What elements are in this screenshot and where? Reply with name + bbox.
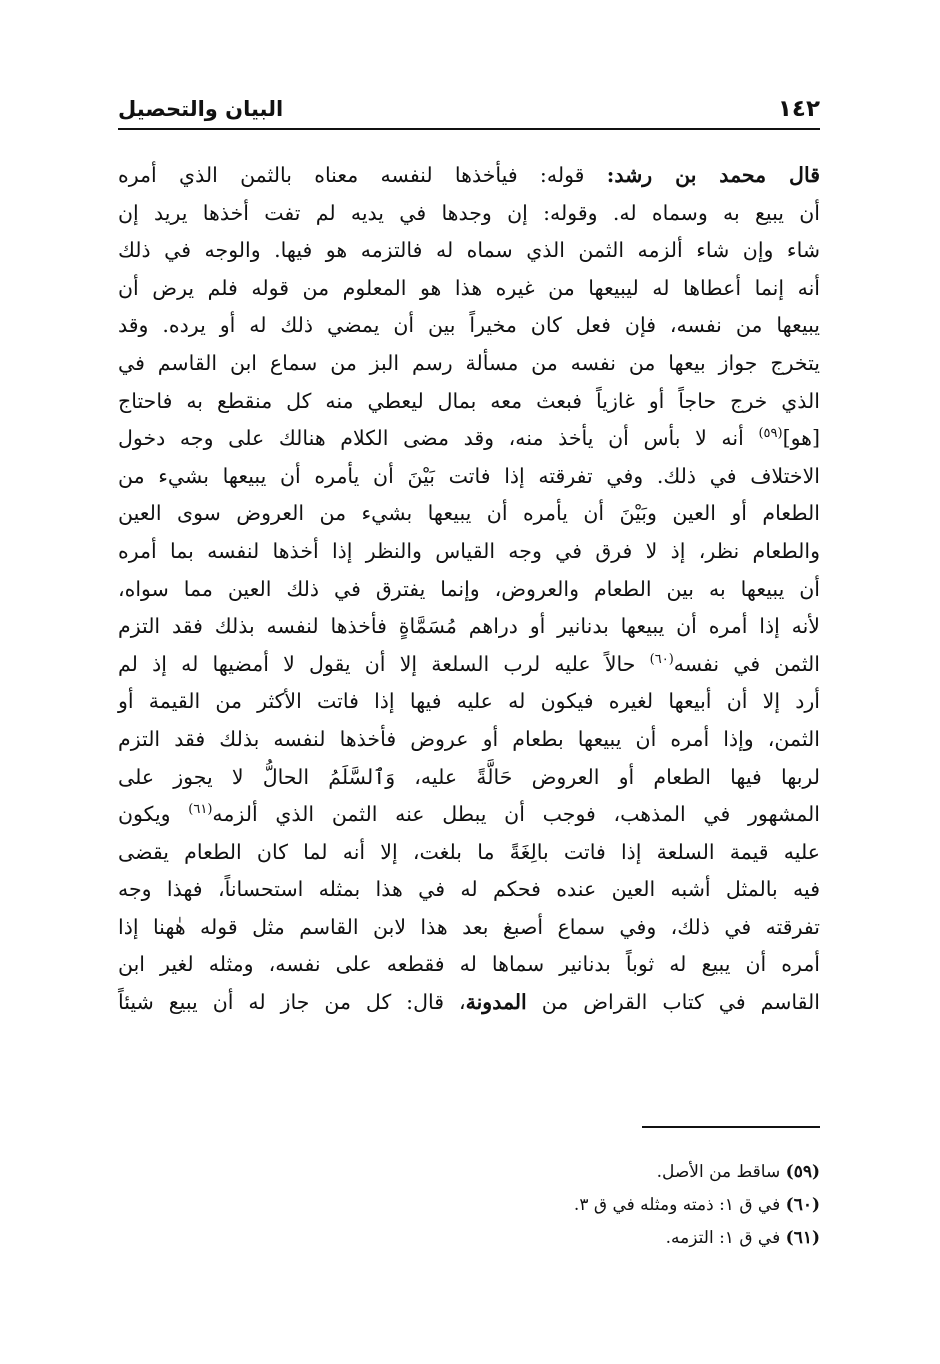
text-line: القاسم في كتاب القراض من المدونة، قال: كل من جاز له أن يبيع شيئاً xyxy=(118,990,820,1015)
book-title: البيان والتحصيل xyxy=(118,97,284,121)
text-line: أن يبيعها به بين الطعام والعروض، وإنما يفترق في ذلك العين مما سواه، xyxy=(118,576,820,601)
text-line: الطعام أو العين وبَيْنَ أن يأمره أن يبيعها بشيء من العروض سوى العين xyxy=(118,501,820,526)
running-head xyxy=(118,92,820,126)
footnote xyxy=(118,1189,820,1222)
text-line: شاء وإن شاء ألزمه الثمن الذي سماه له فالتزمه هو فيها. والوجه في ذلك xyxy=(118,238,820,263)
header-rule xyxy=(118,128,820,130)
cited-book-title: المدونة xyxy=(465,990,527,1015)
footnote-number: (٥٩) xyxy=(785,1162,820,1182)
footnote-number: (٦١) xyxy=(785,1228,820,1248)
text-line: أن يبيع به وسماه له. وقوله: إن وجدها في يديه لم تفت أخذها يريد إن xyxy=(118,200,820,225)
author-attribution: قال محمد بن رشد: xyxy=(606,163,820,187)
text-line: الثمن، وإذا أمره أن يبيعها بطعام أو عروض فأخذها لنفسه بذلك فقد التزم xyxy=(118,726,820,751)
footnote xyxy=(118,1156,820,1189)
footnote-rule xyxy=(642,1126,820,1128)
text-line: المشهور في المذهب، فوجب أن يبطل عنه الثمن الذي ألزمه$^{(٦١)}$ ويكون xyxy=(118,802,820,827)
footnote-reference: (٦٠) xyxy=(649,651,674,667)
footnote xyxy=(118,1222,820,1255)
text-line: قال محمد بن رشد: قوله: فيأخذها لنفسه معناه بالثمن الذي أمره xyxy=(118,163,820,187)
footnote-reference: (٦١) xyxy=(188,802,213,818)
text-line: [هو]$^{(٥٩)}$ أنه لا بأس أن يأخذ منه، وقد مضى الكلام هنالك على وجه دخول xyxy=(118,426,820,451)
text-line: تفرقته في ذلك، وفي سماع أصبغ بعد هذا لابن القاسم مثل قوله هٰهنا إذا xyxy=(118,914,820,939)
text-line: يتخرج جواز بيعها من نفسه من مسألة رسم البز من سماع ابن القاسم في xyxy=(118,350,820,375)
footnote-reference: (٥٩) xyxy=(758,426,783,442)
footnotes xyxy=(118,1156,820,1255)
page-number: ١٤٢ xyxy=(777,96,820,122)
text-line: عليه قيمة السلعة إذا فاتت بالِغَةً ما بلغت، إلا أنه لما كان الطعام يقضى xyxy=(118,839,820,864)
text-line: الاختلاف في ذلك. وفي تفرقته إذا فاتت بَيْنَ أن يأمره أن يبيعها بشيء من xyxy=(118,463,820,488)
text-line: يبيعها من نفسه، فإن فعل كان مخيراً بين أن يمضي ذلك له أو يرده. وقد xyxy=(118,313,820,338)
footnote-number: (٦٠) xyxy=(785,1195,820,1215)
text-line: أرد إلا أن أبيعها لغيره فيكون له عليه فيها إذا فاتت الأكثر من القيمة أو xyxy=(118,689,820,714)
footnote-text: ساقط من الأصل. xyxy=(656,1162,786,1182)
text-line: والطعام نظر، إذ لا فرق في وجه القياس والنظر إذا أخذها لنفسه بما أمره xyxy=(118,538,820,563)
text-line: لربها فيها الطعام أو العروض حَالَّةً عليه، وَٱلسَّلَمُ الحالُّ لا يجوز على xyxy=(118,764,820,789)
footnote-text: في ق ١: التزمه. xyxy=(665,1228,786,1248)
text-line: الذي خرج حاجاً أو غازياً فبعث معه بمال ليعطي منه كل منقطع به فاحتاج xyxy=(118,388,820,413)
text-line: أمره أن يبيع له ثوباً بدنانير سماها له فقطعه على نفسه، ومثله لغير ابن xyxy=(118,952,820,977)
text-line: لأنه إذا أمره أن يبيعها بدنانير أو دراهم مُسَمَّاةٍ فأخذها لنفسه بذلك فقد التزم xyxy=(118,614,820,639)
text-line: الثمن في نفسه$^{(٦٠)}$ حالاً عليه لرب السلعة إلا أن يقول لا أمضيها له إذ لم xyxy=(118,651,820,676)
text-line: أنه إنما أعطاها له ليبيعها من غيره هذا هو المعلوم من قوله فلم يرض أن xyxy=(118,275,820,300)
text-line: فيه بالمثل أشبه العين عنده فحكم له في هذا بمثله استحساناً، فهذا وجه xyxy=(118,877,820,902)
body-text xyxy=(118,157,820,1022)
footnote-text: في ق ١: ذمته ومثله في ق ٣. xyxy=(573,1195,786,1215)
